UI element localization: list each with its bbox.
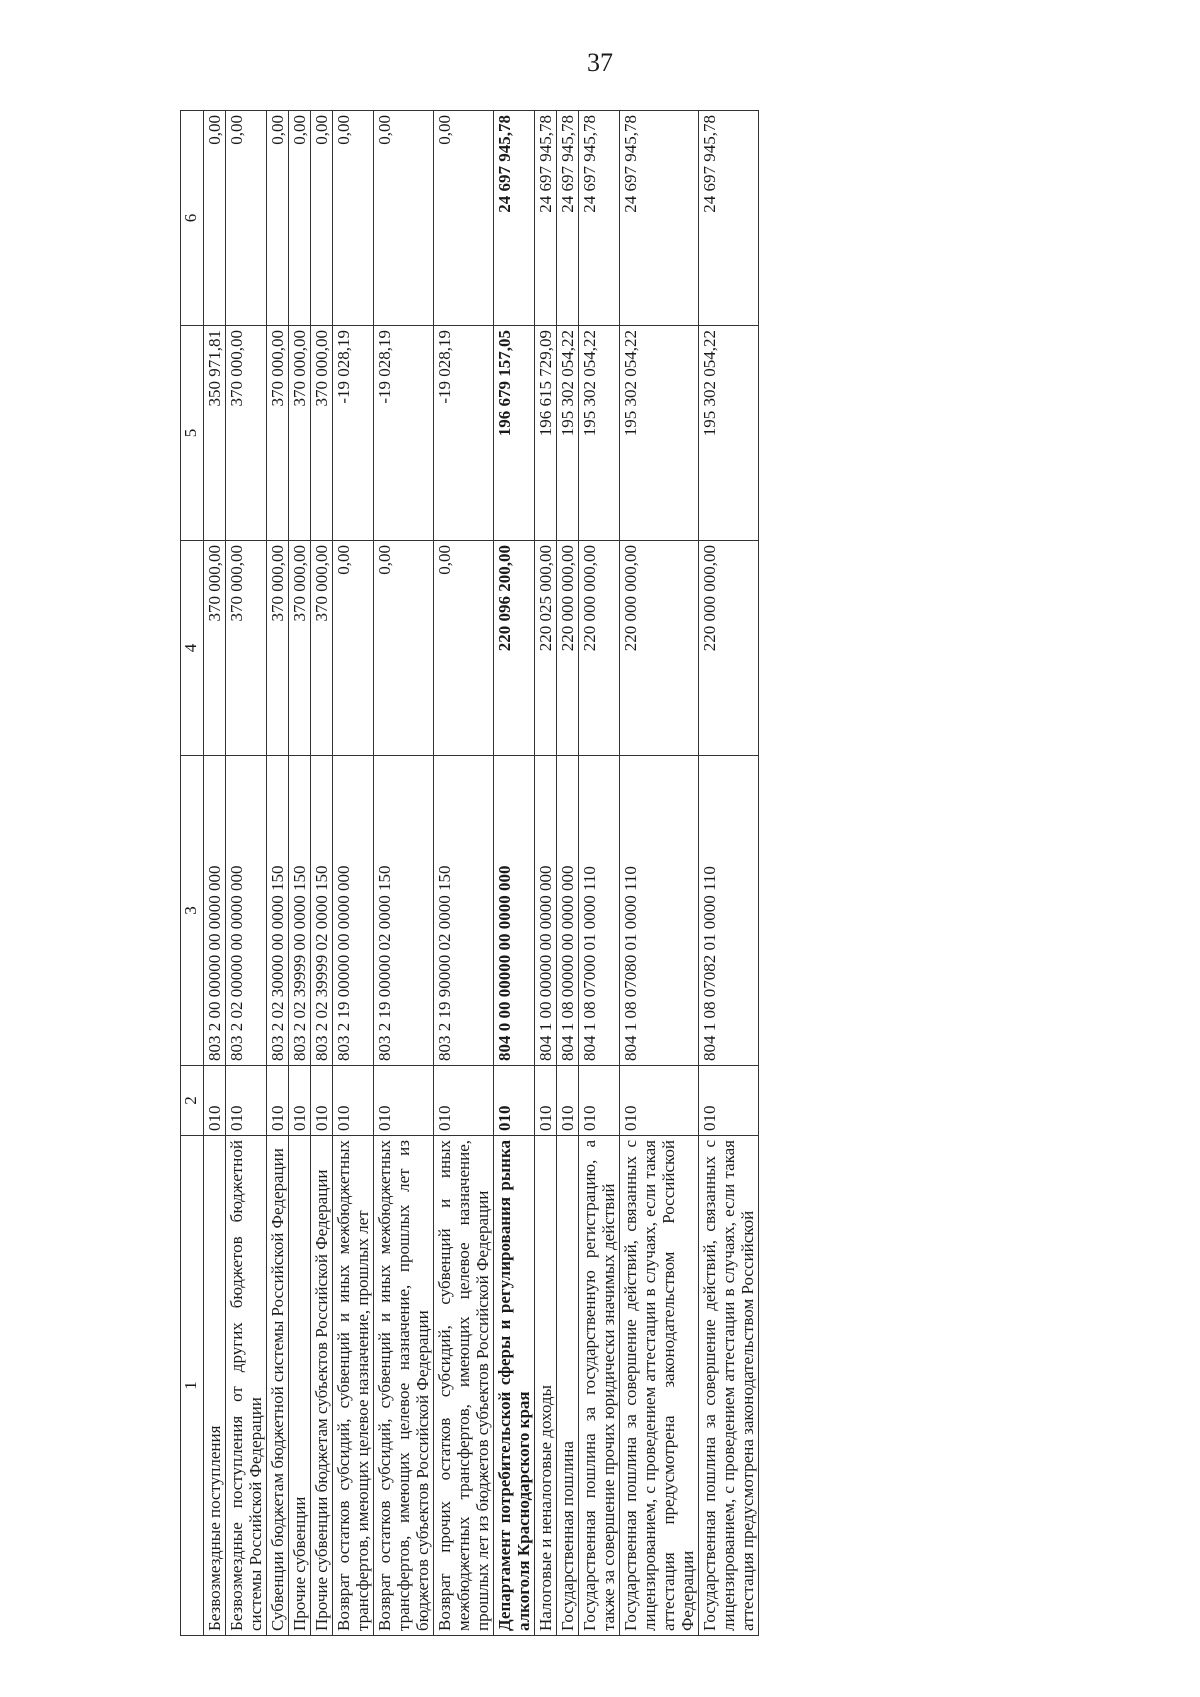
row-budget-code: 804 1 08 07000 01 0000 110 [579, 756, 620, 1066]
row-value-col5: 370 000,00 [267, 326, 289, 541]
row-value-col4: 0,00 [434, 541, 494, 756]
row-value-col6: 24 697 945,78 [557, 111, 579, 326]
table-row [374, 111, 434, 1636]
row-line-code: 010 [494, 1066, 535, 1136]
row-value-col4: 0,00 [333, 541, 374, 756]
row-line-code: 010 [204, 1066, 226, 1136]
table-header-row [181, 111, 204, 1636]
table-row [557, 111, 579, 1636]
row-line-code: 010 [579, 1066, 620, 1136]
row-value-col4: 370 000,00 [204, 541, 226, 756]
row-name: Государственная пошлина за совершение действий, связанных с лицензированием, с проведением аттестации в случаях, если такая аттестация предусмотрена законодательством Российской Федерации [620, 1136, 699, 1636]
row-value-col4: 220 000 000,00 [557, 541, 579, 756]
row-name: Прочие субвенции [289, 1136, 311, 1636]
row-name: Налоговые и неналоговые доходы [535, 1136, 557, 1636]
row-line-code: 010 [699, 1066, 759, 1136]
row-name: Государственная пошлина [557, 1136, 579, 1636]
header-col-6: 6 [181, 111, 204, 326]
row-value-col6: 24 697 945,78 [494, 111, 535, 326]
row-value-col5: 350 971,81 [204, 326, 226, 541]
row-value-col5: 195 302 054,22 [699, 326, 759, 541]
row-budget-code: 803 2 19 00000 02 0000 150 [374, 756, 434, 1066]
table-row [535, 111, 557, 1636]
row-value-col6: 0,00 [374, 111, 434, 326]
budget-table [180, 110, 759, 1636]
row-budget-code: 804 1 08 07080 01 0000 110 [620, 756, 699, 1066]
table-body [204, 111, 759, 1636]
row-budget-code: 803 2 19 90000 02 0000 150 [434, 756, 494, 1066]
row-value-col6: 0,00 [204, 111, 226, 326]
header-col-5: 5 [181, 326, 204, 541]
row-value-col5: 195 302 054,22 [557, 326, 579, 541]
row-name: Возврат остатков субсидий, субвенций и иных межбюджетных трансфертов, имеющих целевое назначение, прошлых лет из бюджетов субъектов Российской Федерации [374, 1136, 434, 1636]
row-value-col6: 24 697 945,78 [535, 111, 557, 326]
row-line-code: 010 [333, 1066, 374, 1136]
row-budget-code: 803 2 02 30000 00 0000 150 [267, 756, 289, 1066]
row-line-code: 010 [434, 1066, 494, 1136]
header-col-1: 1 [181, 1136, 204, 1636]
row-value-col4: 220 000 000,00 [579, 541, 620, 756]
row-budget-code: 804 1 08 00000 00 0000 000 [557, 756, 579, 1066]
row-value-col6: 0,00 [333, 111, 374, 326]
row-value-col4: 220 000 000,00 [620, 541, 699, 756]
row-value-col5: -19 028,19 [374, 326, 434, 541]
row-value-col5: -19 028,19 [434, 326, 494, 541]
table-row [434, 111, 494, 1636]
row-value-col4: 220 096 200,00 [494, 541, 535, 756]
row-line-code: 010 [267, 1066, 289, 1136]
row-budget-code: 803 2 00 00000 00 0000 000 [204, 756, 226, 1066]
row-name: Безвозмездные поступления от других бюджетов бюджетной системы Российской Федерации [226, 1136, 267, 1636]
row-line-code: 010 [620, 1066, 699, 1136]
row-value-col5: -19 028,19 [333, 326, 374, 541]
page-number: 37 [587, 48, 613, 77]
table-row [226, 111, 267, 1636]
row-budget-code: 804 0 00 00000 00 0000 000 [494, 756, 535, 1066]
row-budget-code: 804 1 00 00000 00 0000 000 [535, 756, 557, 1066]
row-line-code: 010 [535, 1066, 557, 1136]
row-value-col6: 24 697 945,78 [699, 111, 759, 326]
row-line-code: 010 [311, 1066, 333, 1136]
header-col-2: 2 [181, 1066, 204, 1136]
table-row [289, 111, 311, 1636]
header-col-4: 4 [181, 541, 204, 756]
row-line-code: 010 [374, 1066, 434, 1136]
row-value-col6: 0,00 [434, 111, 494, 326]
row-name: Возврат прочих остатков субсидий, субвенций и иных межбюджетных трансфертов, имеющих целевое назначение, прошлых лет из бюджетов субъектов Российской Федерации [434, 1136, 494, 1636]
table-row [267, 111, 289, 1636]
row-name: Субвенции бюджетам бюджетной системы Российской Федерации [267, 1136, 289, 1636]
table-row [494, 111, 535, 1636]
rotated-table-area [180, 111, 1105, 1636]
row-budget-code: 804 1 08 07082 01 0000 110 [699, 756, 759, 1066]
table-row [699, 111, 759, 1636]
row-value-col5: 370 000,00 [226, 326, 267, 541]
row-value-col4: 220 025 000,00 [535, 541, 557, 756]
table-row [204, 111, 226, 1636]
row-value-col6: 24 697 945,78 [579, 111, 620, 326]
table-row [333, 111, 374, 1636]
row-value-col4: 0,00 [374, 541, 434, 756]
header-col-3: 3 [181, 756, 204, 1066]
row-line-code: 010 [226, 1066, 267, 1136]
table-row [311, 111, 333, 1636]
table-row [620, 111, 699, 1636]
row-name: Возврат остатков субсидий, субвенций и иных межбюджетных трансфертов, имеющих целевое назначение, прошлых лет [333, 1136, 374, 1636]
row-value-col5: 196 679 157,05 [494, 326, 535, 541]
row-value-col6: 0,00 [289, 111, 311, 326]
row-value-col5: 196 615 729,09 [535, 326, 557, 541]
row-value-col4: 370 000,00 [267, 541, 289, 756]
row-value-col5: 195 302 054,22 [620, 326, 699, 541]
row-name: Департамент потребительской сферы и регулирования рынка алкоголя Краснодарского края [494, 1136, 535, 1636]
row-value-col4: 370 000,00 [226, 541, 267, 756]
row-value-col6: 24 697 945,78 [620, 111, 699, 326]
row-name: Безвозмездные поступления [204, 1136, 226, 1636]
row-budget-code: 803 2 02 39999 02 0000 150 [311, 756, 333, 1066]
row-value-col4: 370 000,00 [311, 541, 333, 756]
row-value-col4: 370 000,00 [289, 541, 311, 756]
row-budget-code: 803 2 02 39999 00 0000 150 [289, 756, 311, 1066]
row-line-code: 010 [289, 1066, 311, 1136]
row-value-col6: 0,00 [226, 111, 267, 326]
rotated-table-container [180, 111, 1105, 1636]
row-name: Прочие субвенции бюджетам субъектов Российской Федерации [311, 1136, 333, 1636]
row-value-col6: 0,00 [311, 111, 333, 326]
row-name: Государственная пошлина за совершение действий, связанных с лицензированием, с проведением аттестации в случаях, если такая аттестация предусмотрена законодательством Российской [699, 1136, 759, 1636]
row-name: Государственная пошлина за государственную регистрацию, а также за совершение прочих юридически значимых действий [579, 1136, 620, 1636]
row-value-col6: 0,00 [267, 111, 289, 326]
row-value-col4: 220 000 000,00 [699, 541, 759, 756]
row-value-col5: 370 000,00 [311, 326, 333, 541]
row-line-code: 010 [557, 1066, 579, 1136]
table-row [579, 111, 620, 1636]
row-budget-code: 803 2 02 00000 00 0000 000 [226, 756, 267, 1066]
row-value-col5: 195 302 054,22 [579, 326, 620, 541]
row-value-col5: 370 000,00 [289, 326, 311, 541]
row-budget-code: 803 2 19 00000 00 0000 000 [333, 756, 374, 1066]
